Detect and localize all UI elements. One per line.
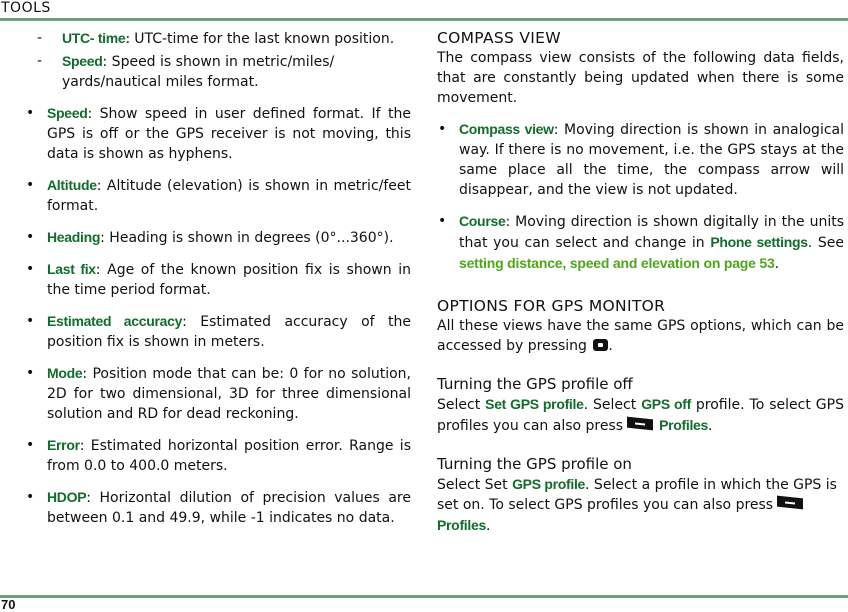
bullet-icon: •: [26, 261, 35, 277]
bullet-icon: •: [26, 365, 35, 381]
bullet-heading: • Heading: Heading is shown in degrees (0°...360°).: [26, 229, 394, 246]
bullet-icon: •: [26, 489, 35, 505]
left-softkey-icon: [777, 496, 803, 510]
dash-marker: -: [37, 53, 43, 69]
bullet-icon: •: [26, 437, 35, 453]
bullet-icon: •: [26, 229, 35, 245]
bullet-speed: • Speed: Show speed in user defined format. If the GPS is off or the GPS receiver is not moving, this data is shown as hyphens.: [26, 105, 411, 162]
header-rule: [0, 18, 848, 21]
bullet-altitude: • Altitude: Altitude (elevation) is shown in metric/feet format.: [26, 177, 411, 214]
options-key-icon: [593, 339, 608, 351]
bullet-last-fix: • Last fix: Age of the known position fix is shown in the time period format.: [26, 261, 411, 298]
bullet-icon: •: [26, 105, 35, 121]
cross-reference-link[interactable]: setting distance, speed and elevation on page 53: [459, 255, 775, 271]
footer-rule: [0, 595, 848, 598]
section-title: TOOLS: [1, 0, 51, 16]
options-text: All these views have the same GPS options, which can be accessed by pressing .: [437, 318, 844, 354]
sub-item-speed: - Speed: Speed is shown in metric/miles/ yards/nautical miles format.: [37, 53, 335, 90]
phone-settings-ref: Phone settings: [710, 234, 808, 250]
bullet-icon: •: [26, 313, 35, 329]
profile-off-heading: Turning the GPS profile off: [437, 375, 633, 393]
bullet-course: • Course: Moving direction is shown digitally in the units that you can select and change in Phone settings. See setting distance, speed and elevation on page 53.: [438, 213, 844, 272]
bullet-error: • Error: Estimated horizontal position error. Range is from 0.0 to 400.0 meters.: [26, 437, 411, 474]
page-number: 70: [1, 597, 16, 612]
bullet-mode: • Mode: Position mode that can be: 0 for no solution, 2D for two dimensional, 3D for three dimensional solution and RD for dead reckoning.: [26, 365, 411, 422]
dash-marker: -: [37, 30, 43, 46]
bullet-icon: •: [438, 121, 447, 137]
term-speed: Speed: [62, 53, 103, 69]
options-heading: OPTIONS FOR GPS MONITOR: [437, 297, 666, 315]
bullet-estimated-accuracy: • Estimated accuracy: Estimated accuracy of the position fix is shown in meters.: [26, 313, 411, 350]
bullet-icon: •: [438, 213, 447, 229]
bullet-hdop: • HDOP: Horizontal dilution of precision values are between 0.1 and 49.9, while -1 indicates no data.: [26, 489, 411, 526]
right-column: [437, 28, 844, 536]
left-column: [25, 28, 411, 528]
compass-view-intro: The compass view consists of the following data fields, that are constantly being updated when there is some movement.: [437, 50, 844, 106]
bullet-compass-view: • Compass view: Moving direction is shown in analogical way. If there is no movement, i.e. the GPS stays at the same place all the time, the compass arrow will disappear, and the view is not updated.: [438, 121, 844, 198]
left-softkey-icon: [627, 417, 653, 431]
profile-off-text: Select Set GPS profile. Select GPS off profile. To select GPS profiles you can also press Profiles.: [437, 396, 844, 434]
compass-view-heading: COMPASS VIEW: [437, 29, 561, 47]
profile-on-heading: Turning the GPS profile on: [437, 455, 632, 473]
profile-on-text: Select Set GPS profile. Select a profile in which the GPS is set on. To select GPS profiles you can also pressProfiles.: [437, 476, 837, 534]
bullet-icon: •: [26, 177, 35, 193]
sub-item-utc-time: - UTC- time: UTC-time for the last known position.: [37, 30, 395, 47]
term-utc-time: UTC- time:: [62, 30, 130, 46]
